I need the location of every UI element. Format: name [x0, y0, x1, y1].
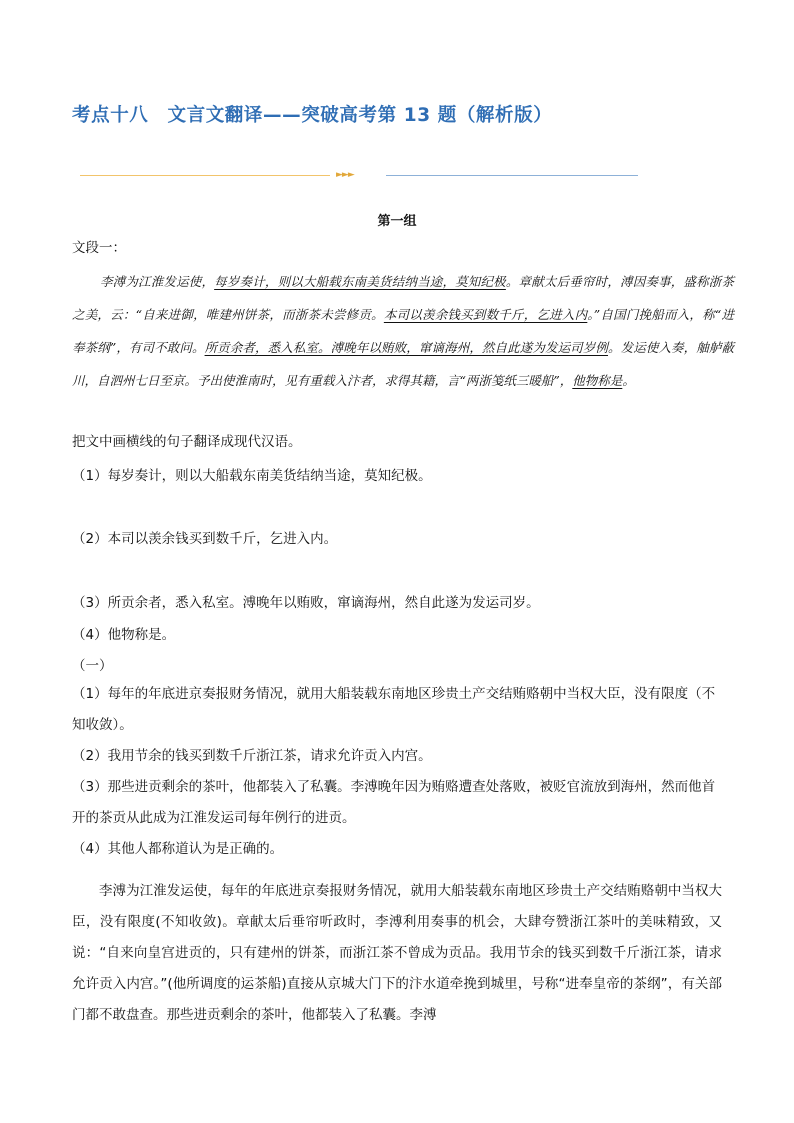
full-translation: 李溥为江淮发运使，每年的年底进京奏报财务情况，就用大船装载东南地区珍贵土产交结贿赂朝中当权大臣，没有限度(不知收敛)。章献太后垂帘听政时，李溥利用奏事的机会，大肆夸赞浙江茶叶的美味精致，又说：“自来向皇宫进贡的，只有建州的饼茶，而浙江茶不曾成为贡品。我用节余的钱买到数千斤浙江茶，请求允许贡入内宫。”(他所调度的运茶船)直接从京城大门下的汴水道牵挽到城里，号称“进奉皇帝的茶纲”，有关部门都不敢盘查。那些进贡剩余的茶叶，他都装入了私囊。李溥 — [72, 883, 722, 1023]
question-4: （4）他物称是。 — [72, 627, 176, 643]
passage-label: 文段一： — [72, 240, 126, 256]
answer-3: （3）那些进贡剩余的茶叶，他都装入了私囊。李溥晚年因为贿赂遭查处落败，被贬官流放到海州，然而他首开的茶贡从此成为江淮发运司每年例行的进贡。 — [72, 779, 716, 826]
divider-line-left — [80, 175, 330, 176]
question-2: （2）本司以羡余钱买到数千斤，乞进入内。 — [72, 531, 338, 547]
instruction: 把文中画横线的句子翻译成现代汉语。 — [72, 434, 302, 450]
section-title: 第一组 — [377, 214, 417, 229]
classical-passage — [72, 265, 734, 397]
underlined-sentence-2: 本司以羡余钱买到数千斤，乞进入内 — [383, 307, 588, 322]
answer-4: （4）其他人都称道认为是正确的。 — [72, 841, 284, 857]
answer-heading: （一） — [72, 658, 113, 674]
underlined-sentence-1: 每岁奏计，则以大船载东南美货结纳当途，莫知纪极 — [214, 274, 506, 289]
underlined-sentence-4: 他物称是 — [572, 373, 623, 388]
answer-1: （1）每年的年底进京奏报财务情况，就用大船装载东南地区珍贵土产交结贿赂朝中当权大臣，没有限度（不知收敛）。 — [72, 686, 716, 733]
passage-text: 。”自国门挽船而入，称“进奉茶纲”，有司不敢问。 — [72, 307, 734, 355]
divider-line-right — [386, 175, 638, 176]
page-title: 考点十八 文言文翻译——突破高考第 13 题（解析版） — [72, 105, 553, 126]
question-1: （1）每岁奏计，则以大船载东南美货结纳当途，莫知纪极。 — [72, 468, 432, 484]
passage-text: 。章献太后垂帘时，溥因奏事，盛称浙茶之美，云：“自来进御，唯建州饼茶，而浙茶未尝修贡。 — [72, 274, 734, 322]
answer-2: （2）我用节余的钱买到数千斤浙江茶，请求允许贡入内宫。 — [72, 748, 432, 764]
title-divider — [0, 169, 794, 183]
passage-text: 。 — [622, 373, 635, 388]
underlined-sentence-3: 所贡余者，悉入私室。溥晚年以贿败，窜谪海州，然自此遂为发运司岁例 — [204, 340, 609, 355]
passage-text: 李溥为江淮发运使， — [100, 274, 215, 289]
divider-arrows-icon: ►►► — [336, 170, 354, 180]
passage-text: 。发运使入奏，舳舻蔽川，自泗州七日至京。予出使淮南时，见有重载入汴者，求得其籍，言“两浙笺纸三暖船”， — [72, 340, 734, 388]
question-3: （3）所贡余者，悉入私室。溥晚年以贿败，窜谪海州，然自此遂为发运司岁。 — [72, 595, 540, 611]
